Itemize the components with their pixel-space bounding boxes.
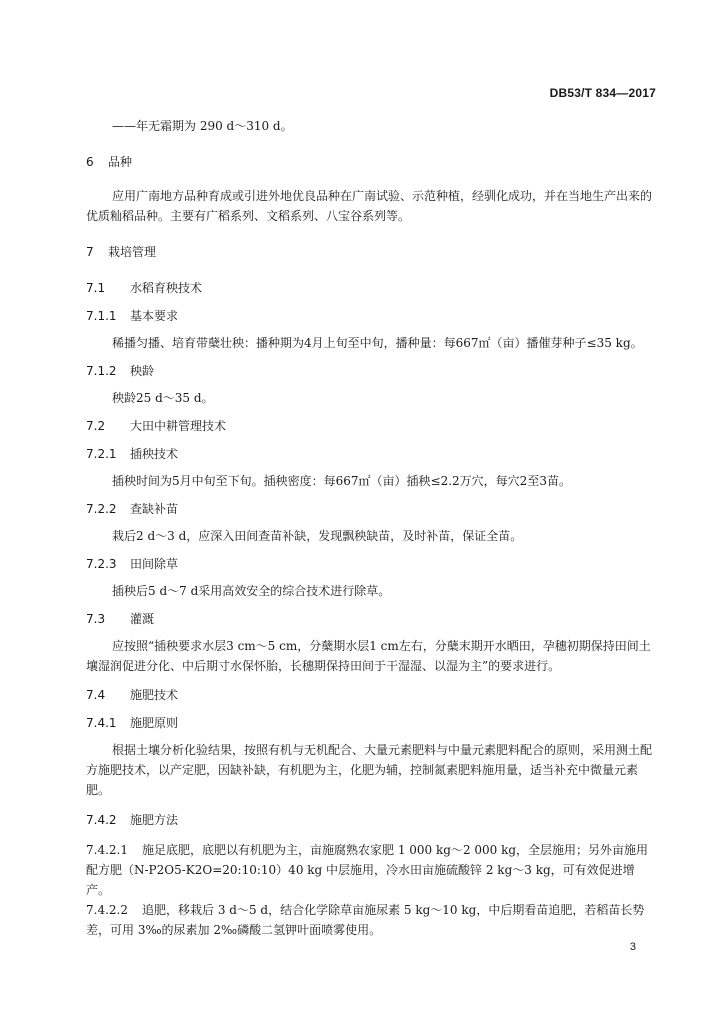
- section-7-2-3-text: 插秧后5 d～7 d采用高效安全的综合技术进行除草。: [112, 584, 391, 598]
- section-7-1-2-heading: [86, 361, 656, 381]
- section-title: 栽培管理: [108, 245, 157, 259]
- section-number: 7.2: [86, 419, 106, 433]
- section-title: 大田中耕管理技术: [130, 419, 227, 433]
- section-7-2-1-heading: [86, 444, 656, 464]
- section-number: 7.3: [86, 612, 106, 626]
- section-7-2-1-text: 插秧时间为5月中旬至下旬。插秧密度：每667㎡（亩）插秧≤2.2万穴，每穴2至3苗。: [112, 474, 571, 488]
- section-6-text: 应用广南地方品种育成或引进外地优良品种在广南试验、示范种植，经驯化成功，并在当地生产出来的优质籼稻品种。主要有广稻系列、文稻系列、八宝谷系列等。: [86, 189, 653, 223]
- section-title: 插秧技术: [130, 447, 179, 461]
- section-7-4-2-heading: [86, 810, 656, 830]
- section-title: 水稻育秧技术: [130, 281, 203, 295]
- section-title: 施肥方法: [130, 813, 179, 827]
- section-7-heading: [86, 242, 656, 262]
- section-7-3-heading: [86, 609, 656, 629]
- document-code: DB53/T 834—2017: [549, 86, 656, 100]
- section-number: 7.4: [86, 688, 106, 702]
- section-7-2-heading: [86, 416, 656, 436]
- section-number: 7.1.2: [86, 364, 117, 378]
- page-content: [86, 114, 656, 940]
- section-7-1-1-heading: [86, 306, 656, 326]
- page-number: 3: [629, 941, 636, 953]
- section-number: 7.2.3: [86, 557, 117, 571]
- section-number: 7.1: [86, 281, 106, 295]
- section-7-4-1-heading: [86, 713, 656, 733]
- section-title: 秧龄: [130, 364, 155, 378]
- section-7-2-2-text: 栽后2 d～3 d，应深入田间查苗补缺，发现飘秧缺苗，及时补苗，保证全苗。: [112, 529, 523, 543]
- section-7-1-2-text: 秧龄25 d～35 d。: [112, 391, 214, 405]
- section-number: 7.4.2: [86, 813, 117, 827]
- section-title: 施肥技术: [130, 688, 179, 702]
- section-title: 基本要求: [130, 309, 179, 323]
- section-number: 7: [86, 245, 94, 259]
- section-number: 7.2.1: [86, 447, 117, 461]
- section-title: 灌溉: [130, 612, 155, 626]
- section-text: 施足底肥，底肥以有机肥为主，亩施腐熟农家肥 1 000 kg～2 000 kg，全层施用；另外亩施用配方肥（N-P2O5-K2O=20:10:10）40 kg 中层施用，冷水田亩施硫酸锌 2 kg～3 kg，可有效促进增产。: [86, 843, 649, 897]
- section-title: 施肥原则: [130, 716, 179, 730]
- section-number: 7.1.1: [86, 309, 117, 323]
- section-text: 追肥，移栽后 3 d～5 d，结合化学除草亩施尿素 5 kg～10 kg，中后期看苗追肥，若稻苗长势差，可用 3‰的尿素加 2‰磷酸二氢钾叶面喷雾使用。: [86, 903, 645, 937]
- section-7-1-1-text: 稀播匀播、培育带蘖壮秧：播种期为4月上旬至中旬，播种量：每667㎡（亩）播催芽种子≤35 kg。: [112, 336, 643, 350]
- section-title: 品种: [108, 155, 133, 169]
- section-7-4-heading: [86, 685, 656, 705]
- section-number: 7.4.2.1: [86, 843, 128, 857]
- section-7-4-1-text: 根据土壤分析化验结果，按照有机与无机配合、大量元素肥料与中量元素肥料配合的原则，采用测土配方施肥技术，以产定肥，因缺补缺，有机肥为主，化肥为辅，控制氮素肥料施用量，适当补充中微量元素肥。: [86, 743, 653, 797]
- section-number: 7.4.1: [86, 716, 117, 730]
- section-7-2-2-heading: [86, 499, 656, 519]
- section-7-4-2-1-paragraph: [86, 840, 656, 900]
- section-title: 查缺补苗: [130, 502, 179, 516]
- section-number: 7.2.2: [86, 502, 117, 516]
- section-7-1-heading: [86, 278, 656, 298]
- section-title: 田间除草: [130, 557, 179, 571]
- section-6-heading: [86, 152, 656, 172]
- section-number: 6: [86, 155, 94, 169]
- section-number: 7.4.2.2: [86, 903, 128, 917]
- section-7-4-2-2-paragraph: [86, 900, 656, 940]
- section-7-2-3-heading: [86, 554, 656, 574]
- climate-line: ——年无霜期为 290 d～310 d。: [112, 119, 293, 133]
- section-7-3-text: 应按照“插秧要求水层3 cm～5 cm，分蘖期水层1 cm左右，分蘖末期开水晒田，孕穗初期保持田间土壤湿润促进分化、中后期寸水保怀胎，长穗期保持田间于干湿湿、以湿为主”的要求进行。: [86, 639, 651, 673]
